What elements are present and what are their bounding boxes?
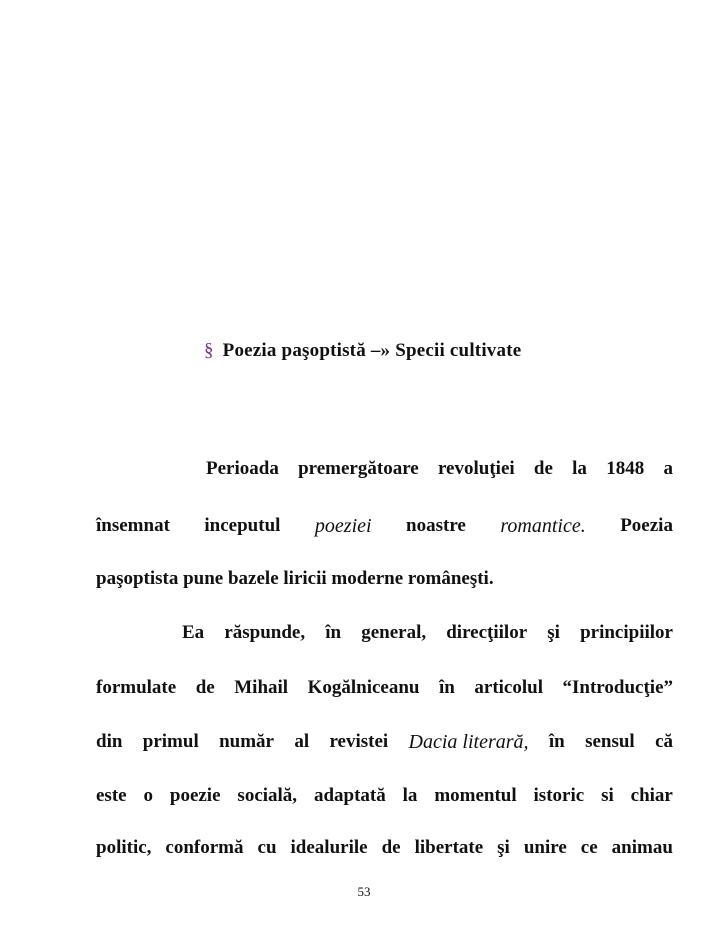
paragraph-line: paşoptista pune bazele liricii moderne româneşti. — [96, 568, 494, 589]
paragraph-line: formulate de Mihail Kogălniceanu în articolul “Introducţie” — [96, 677, 673, 698]
paragraph-line: Ea răspunde, în general, direcţiilor şi principiilor — [182, 622, 673, 643]
section-heading — [204, 340, 521, 362]
paragraph-line: din primul număr al revistei Dacia literară, în sensul că — [96, 731, 673, 753]
page-number: 53 — [357, 884, 371, 899]
section-title: Poezia paşoptistă –» Specii cultivate — [222, 340, 522, 361]
section-symbol: § — [204, 340, 214, 361]
paragraph-line: este o poezie socială, adaptată la momentul istoric si chiar — [96, 785, 673, 806]
paragraph-line: Perioada premergătoare revoluţiei de la 1848 a — [206, 458, 673, 479]
paragraph-line: însemnat inceputul poeziei noastre romantice. Poezia — [96, 515, 673, 537]
paragraph-line: politic, conformă cu idealurile de libertate şi unire ce animau — [96, 837, 673, 858]
